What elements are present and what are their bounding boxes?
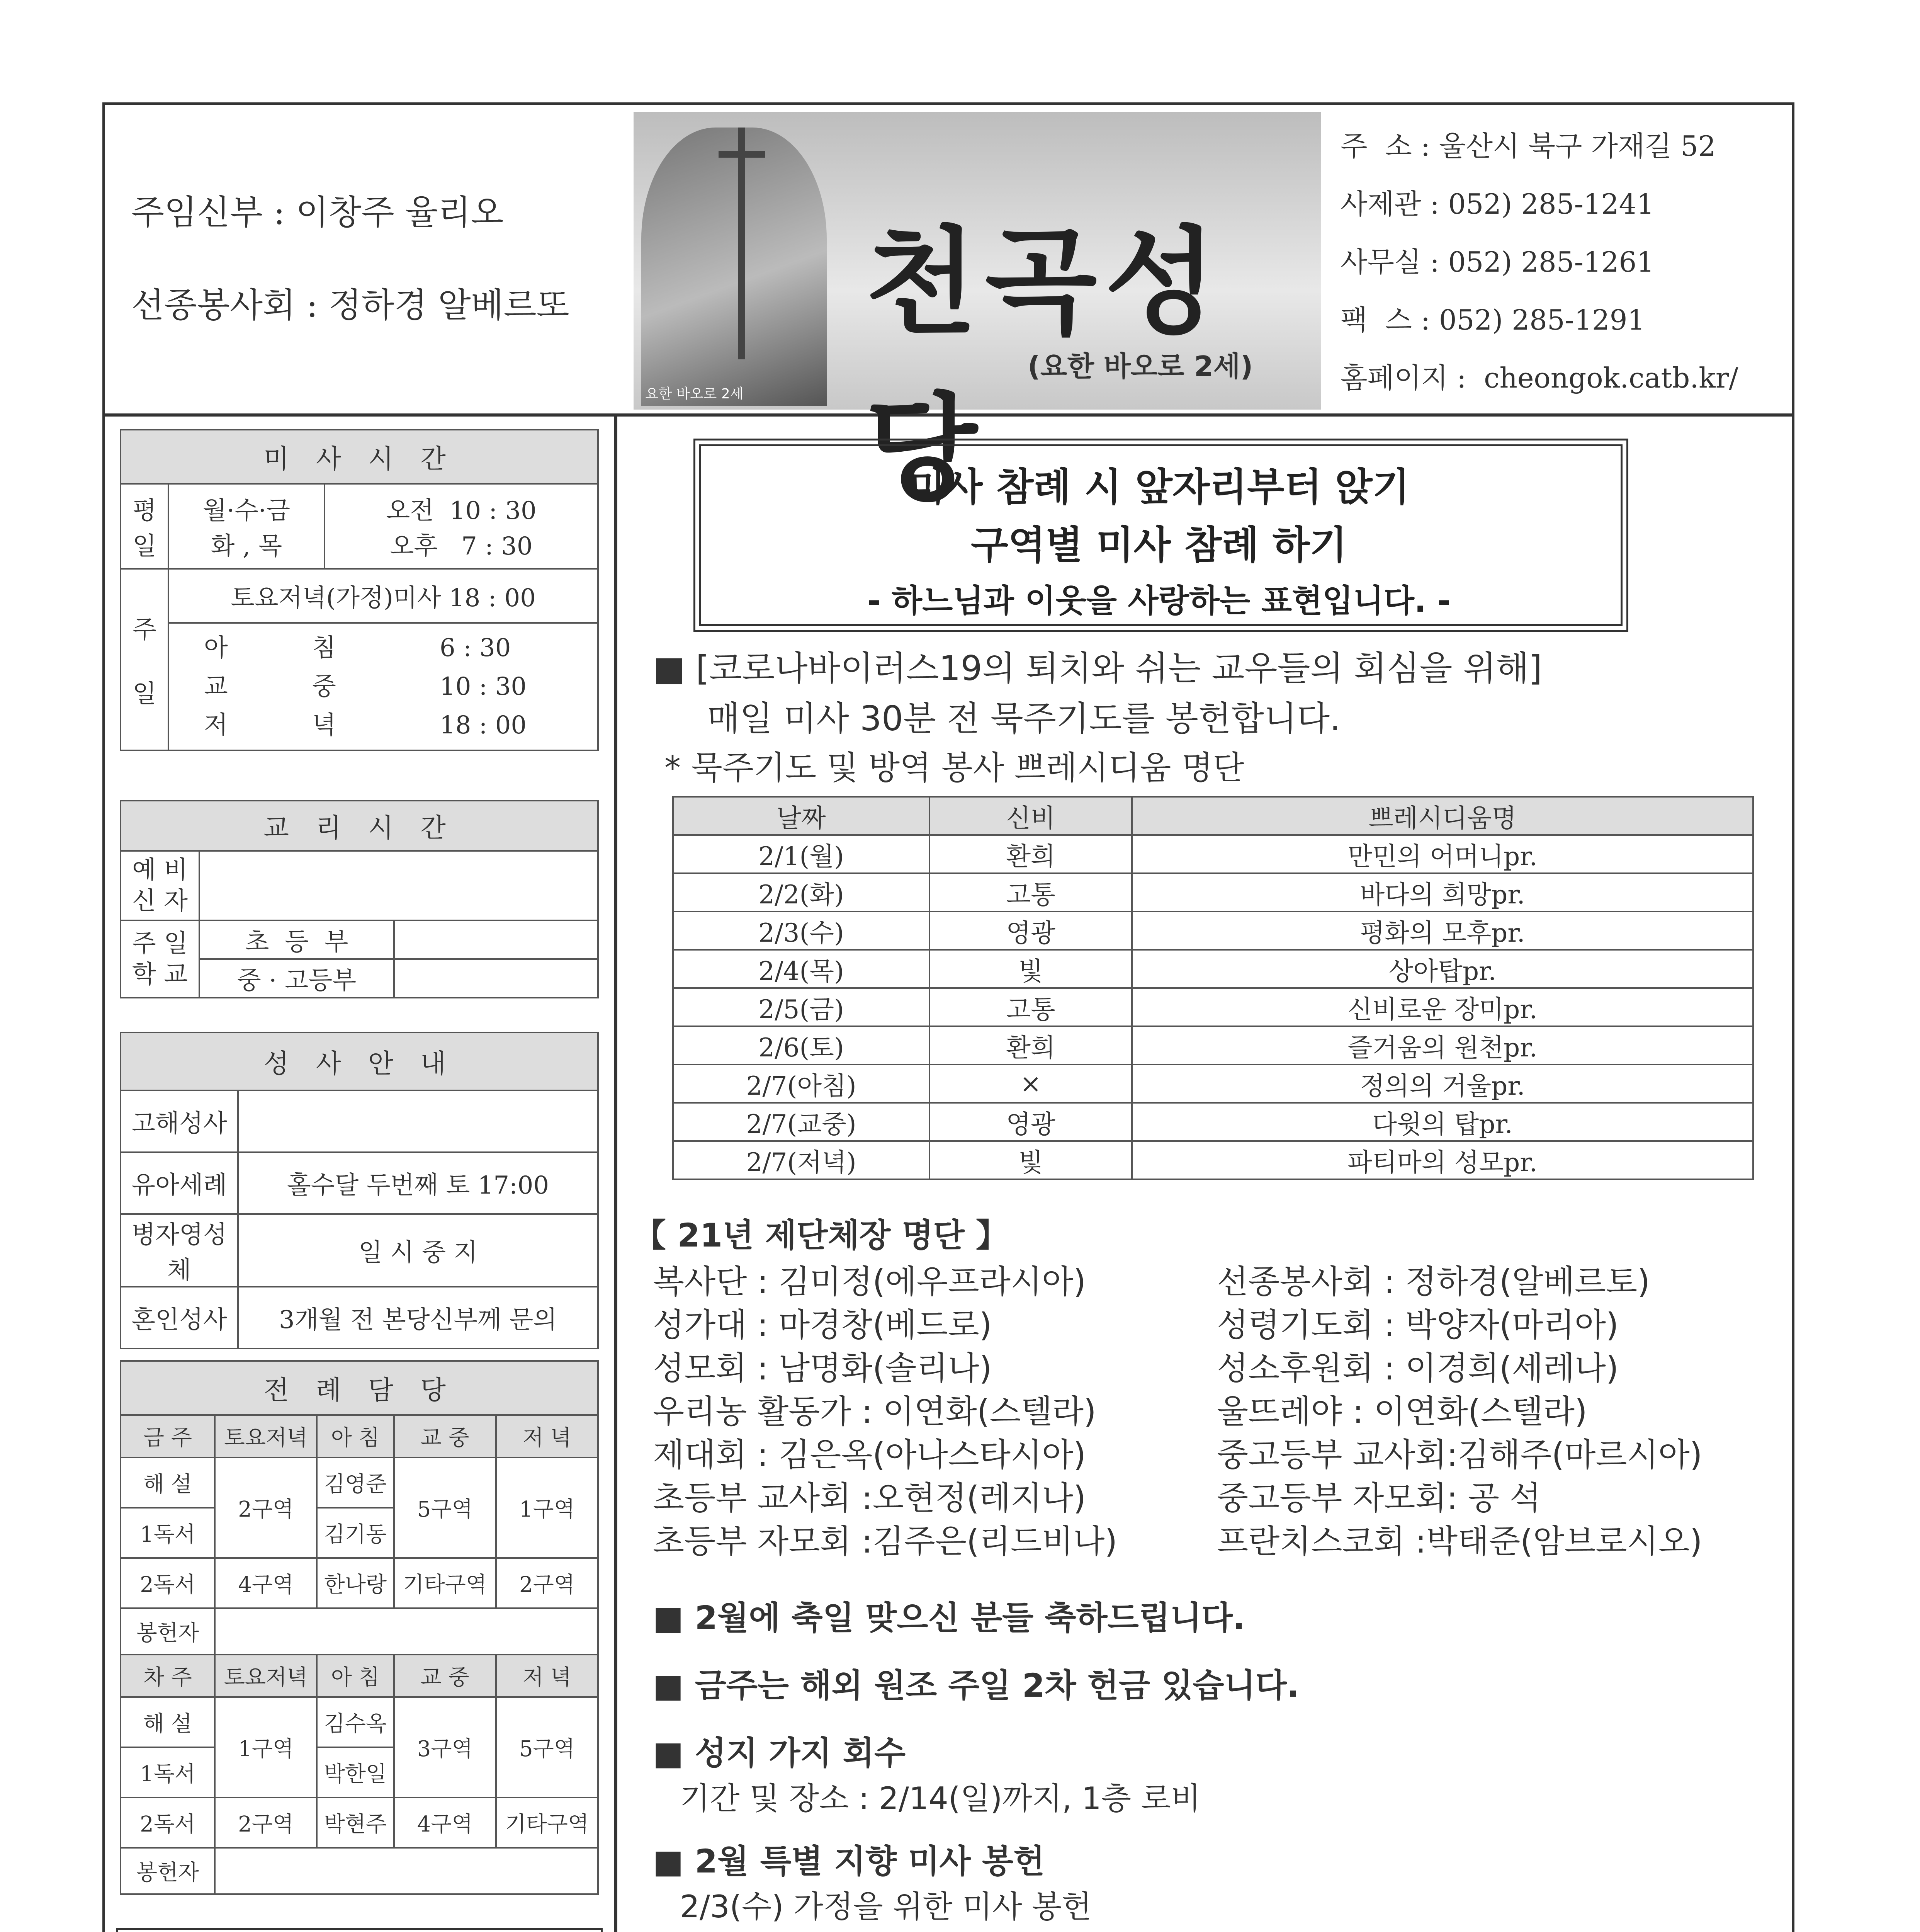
mass-times-table: 미 사 시 간 평 일 월·수·금 화 , 목 오전 10 : 30 오후 7 : 30 주 일 토요저녁(가정)미사 18 : 00 아 침 6 : 30 교 중 10 : 30 저 녁 18 : 00 (120, 429, 599, 751)
fax-number: 팩 스 : 052) 285-1291 (1341, 304, 1645, 336)
table-cell: 다윗의 탑pr. (1132, 1103, 1753, 1141)
table-cell: 고통 (929, 988, 1132, 1026)
liturgy-table (120, 1360, 599, 1895)
table-cell (238, 1090, 598, 1152)
table-cell: 평화의 모후pr. (1132, 912, 1753, 950)
office-phone: 사무실 : 052) 285-1261 (1341, 246, 1655, 278)
saturday-mass: 토요저녁(가정)미사 18 : 00 (168, 569, 598, 623)
table-cell: 2구역 (215, 1458, 317, 1558)
homepage-link[interactable]: 홈페이지 : cheongok.catb.kr/ (1341, 362, 1738, 394)
table-cell: 4구역 (215, 1558, 317, 1608)
leader-entry: 초등부 교사회 :오현정(레지나) (653, 1479, 1086, 1517)
table-cell: 박현주 (317, 1798, 394, 1848)
table-cell: 저 녁 (496, 1415, 598, 1458)
rosary-table (672, 796, 1754, 1180)
table-cell: 토요저녁 (215, 1415, 317, 1458)
table-cell: 3구역 (394, 1697, 496, 1798)
table-cell: 해 설 (121, 1458, 215, 1508)
table-cell: 초 등 부 (199, 920, 394, 959)
table-cell (199, 851, 598, 920)
table-cell: 만민의 어머니pr. (1132, 835, 1753, 873)
leader-entry: 성모회 : 남명화(솔리나) (653, 1349, 992, 1387)
table-cell: 아 침 (317, 1415, 394, 1458)
pope-photo (641, 128, 827, 406)
table-cell: 기타구역 (496, 1798, 598, 1848)
table-cell: 1독서 (121, 1747, 215, 1798)
leader-entry: 성소후원회 : 이경희(세레나) (1217, 1349, 1619, 1387)
table-cell: 2/4(목) (673, 950, 929, 988)
leader-entry: 성령기도회 : 박양자(마리아) (1217, 1306, 1619, 1344)
rectory-phone: 사제관 : 052) 285-1241 (1341, 188, 1655, 220)
table-cell: 빛 (929, 1141, 1132, 1179)
leader-entry: 울뜨레야 : 이연화(스텔라) (1217, 1393, 1587, 1430)
weekday-times: 오전 10 : 30 (386, 497, 537, 525)
leader-entry: 중고등부 교사회:김해주(마르시아) (1217, 1436, 1703, 1474)
table-cell: 금 주 (121, 1415, 215, 1458)
table-cell: 고해성사 (121, 1090, 238, 1152)
news-line (680, 1928, 1479, 1932)
table-cell: 신비로운 장미pr. (1132, 988, 1753, 1026)
table-cell: 상아탑pr. (1132, 950, 1753, 988)
table-cell: 중 · 고등부 (199, 959, 394, 998)
crozier-icon (738, 128, 745, 359)
table-cell: 날짜 (673, 797, 929, 835)
leader-entry: 프란치스코회 :박태준(암브로시오) (1217, 1522, 1703, 1560)
table-cell: 4구역 (394, 1798, 496, 1848)
table-cell: 병자영성체 (121, 1214, 238, 1287)
church-title: 천곡성당 (865, 215, 1225, 517)
notice-line3: - 하느님과 이웃을 사랑하는 표현입니다. - (867, 583, 1451, 619)
table-cell: 주 일 학 교 (121, 920, 199, 998)
table-cell: 유아세례 (121, 1152, 238, 1214)
leader-entry: 우리농 활동가 : 이연화(스텔라) (653, 1393, 1096, 1430)
news-title: ■ 금주는 해외 원조 주일 2차 헌금 있습니다. (653, 1667, 1299, 1704)
table-cell: 2/5(금) (673, 988, 929, 1026)
table-cell: 한나랑 (317, 1558, 394, 1608)
table-cell: 고통 (929, 873, 1132, 912)
table-cell: 쁘레시디움명 (1132, 797, 1753, 835)
liturgy-title: 전 례 담 당 (121, 1361, 598, 1415)
notice-line1: 미사 참례 시 앞자리부터 앉기 (908, 464, 1410, 510)
table-cell: 신비 (929, 797, 1132, 835)
table-cell: 2/7(아침) (673, 1065, 929, 1103)
column-divider (614, 413, 617, 1932)
table-cell: 기타구역 (394, 1558, 496, 1608)
leader-entry: 복사단 : 김미정(에우프라시아) (653, 1263, 1086, 1301)
table-cell: 2구역 (215, 1798, 317, 1848)
rosary-title: ■ [코로나바이러스19의 퇴치와 쉬는 교우들의 회심을 위해] (653, 648, 1542, 688)
table-cell: 김수옥 (317, 1697, 394, 1747)
table-cell: 2/7(교중) (673, 1103, 929, 1141)
table-cell: 교 중 (394, 1415, 496, 1458)
notice-line2: 구역별 미사 참례 하기 (971, 522, 1347, 568)
news-line: 기간 및 장소 : 2/14(일)까지, 1층 로비 (680, 1781, 1201, 1816)
table-cell: 정의의 거울pr. (1132, 1065, 1753, 1103)
table-cell: 혼인성사 (121, 1287, 238, 1349)
catechism-table (120, 800, 599, 998)
table-cell: 박한일 (317, 1747, 394, 1798)
table-cell: 1독서 (121, 1508, 215, 1558)
table-cell: 환희 (929, 1026, 1132, 1065)
table-cell: 일 시 중 지 (238, 1214, 598, 1287)
rosary-list-title: * 묵주기도 및 방역 봉사 쁘레시디움 명단 (664, 749, 1244, 787)
table-cell: 아 침 (317, 1655, 394, 1697)
table-cell: 2/3(수) (673, 912, 929, 950)
news-line: 2/3(수) 가정을 위한 미사 봉헌 (680, 1889, 1092, 1925)
leader-entry: 초등부 자모회 :김주은(리드비나) (653, 1522, 1118, 1560)
table-cell: 해 설 (121, 1697, 215, 1747)
church-subtitle: (요한 바오로 2세) (1028, 350, 1253, 383)
table-cell: × (929, 1065, 1132, 1103)
table-cell: 3개월 전 본당신부께 문의 (238, 1287, 598, 1349)
table-cell: 환희 (929, 835, 1132, 873)
catechism-title: 교 리 시 간 (121, 801, 598, 851)
news-title: ■ 성지 가지 회수 (653, 1734, 906, 1772)
table-cell: 예 비 신 자 (121, 851, 199, 920)
pastor-name: 주임신부 : 이창주 율리오 (131, 192, 504, 232)
table-cell: 5구역 (394, 1458, 496, 1558)
offering-box (116, 1928, 603, 1932)
news-title: ■ 2월에 축일 맞으신 분들 축하드립니다. (653, 1599, 1245, 1637)
table-cell: 차 주 (121, 1655, 215, 1697)
mass-times-title: 미 사 시 간 (121, 430, 598, 484)
table-cell: 교 중 (394, 1655, 496, 1697)
table-cell: 파티마의 성모pr. (1132, 1141, 1753, 1179)
news-title: ■ 2월 특별 지향 미사 봉헌 (653, 1842, 1045, 1880)
leader-entry: 성가대 : 마경창(베드로) (653, 1306, 992, 1344)
table-cell: 2독서 (121, 1558, 215, 1608)
table-cell: 2/7(저녁) (673, 1141, 929, 1179)
table-cell: 5구역 (496, 1697, 598, 1798)
table-cell: 2독서 (121, 1798, 215, 1848)
table-cell: 2/2(화) (673, 873, 929, 912)
table-cell: 영광 (929, 1103, 1132, 1141)
table-cell: 김영준 (317, 1458, 394, 1508)
table-cell: 즐거움의 원천pr. (1132, 1026, 1753, 1065)
sacraments-title: 성 사 안 내 (121, 1032, 598, 1090)
photo-caption: 요한 바오로 2세 (645, 386, 744, 402)
table-cell: 홀수달 두번째 토 17:00 (238, 1152, 598, 1214)
table-cell: 바다의 희망pr. (1132, 873, 1753, 912)
sacraments-table (120, 1032, 599, 1349)
council-name: 선종봉사회 : 정하경 알베르또 (131, 285, 569, 325)
address: 주 소 : 울산시 북구 가재길 52 (1341, 130, 1716, 162)
table-cell: 2/6(토) (673, 1026, 929, 1065)
table-cell: 빛 (929, 950, 1132, 988)
table-cell: 2구역 (496, 1558, 598, 1608)
weekday-days: 월·수·금 (202, 497, 291, 525)
leader-entry: 제대회 : 김은옥(아나스타시아) (653, 1436, 1086, 1474)
table-cell: 봉헌자 (121, 1848, 215, 1894)
table-cell: 저 녁 (496, 1655, 598, 1697)
table-cell: 토요저녁 (215, 1655, 317, 1697)
leaders-title: 【 21년 제단체장 명단 】 (634, 1216, 1008, 1254)
table-cell: 영광 (929, 912, 1132, 950)
leader-entry: 선종봉사회 : 정하경(알베르토) (1217, 1263, 1650, 1301)
rosary-desc: 매일 미사 30분 전 묵주기도를 봉헌합니다. (707, 699, 1341, 738)
table-cell: 김기동 (317, 1508, 394, 1558)
leader-entry: 중고등부 자모회: 공 석 (1217, 1479, 1541, 1517)
table-cell: 2/1(월) (673, 835, 929, 873)
table-cell: 1구역 (496, 1458, 598, 1558)
table-cell: 1구역 (215, 1697, 317, 1798)
table-cell: 봉헌자 (121, 1608, 215, 1655)
